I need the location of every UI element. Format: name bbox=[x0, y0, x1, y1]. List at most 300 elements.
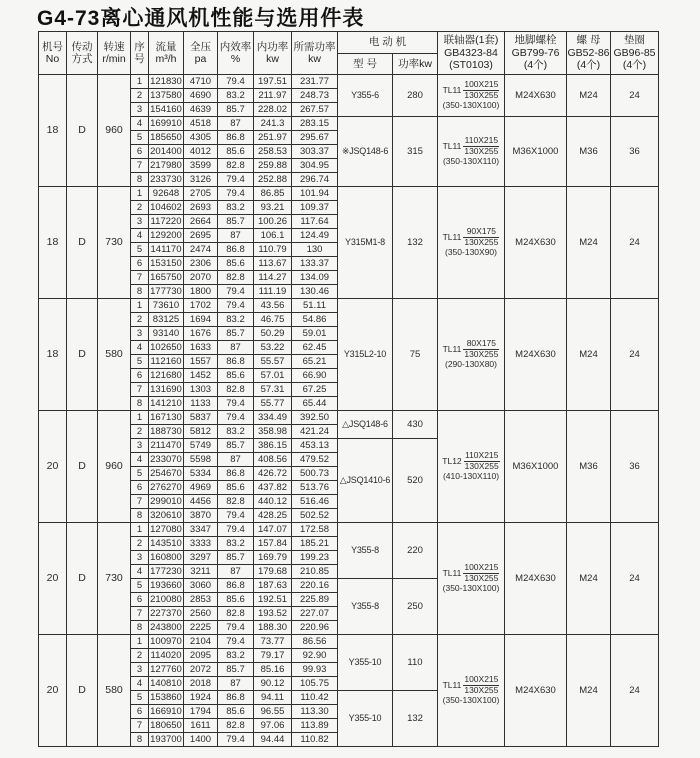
cell-internal-power: 110.79 bbox=[254, 243, 292, 257]
cell-flow: 243800 bbox=[150, 622, 182, 633]
col-header-pressure: 全压 pa bbox=[184, 32, 218, 75]
cell-motor-model: △JSQ1410-6 bbox=[338, 439, 393, 523]
cell-flow: 188730 bbox=[150, 426, 182, 437]
cell-pressure: 2306 bbox=[184, 257, 218, 271]
cell-required-power: 513.76 bbox=[292, 481, 338, 495]
cell-seq: 7 bbox=[131, 719, 149, 733]
cell-flow: 114020 bbox=[150, 650, 182, 661]
table-row bbox=[39, 299, 659, 313]
cell-required-power: 105.75 bbox=[292, 677, 338, 691]
cell-motor-model: Y355-10 bbox=[338, 635, 393, 691]
table-row bbox=[39, 635, 659, 649]
cell-flow: 143510 bbox=[150, 538, 182, 549]
cell-pressure: 2474 bbox=[184, 243, 218, 257]
cell-required-power: 296.74 bbox=[292, 173, 338, 187]
cell-pressure: 5334 bbox=[184, 467, 218, 481]
cell-efficiency: 86.8 bbox=[218, 131, 254, 145]
cell-seq: 1 bbox=[131, 187, 149, 201]
cell-seq: 4 bbox=[131, 565, 149, 579]
cell-internal-power: 188.30 bbox=[254, 621, 292, 635]
cell-pressure: 1452 bbox=[184, 369, 218, 383]
cell-seq: 4 bbox=[131, 229, 149, 243]
cell-required-power: 65.21 bbox=[292, 355, 338, 369]
cell-required-power: 130.46 bbox=[292, 285, 338, 299]
cell-internal-power: 114.27 bbox=[254, 271, 292, 285]
cell-speed: 580 bbox=[98, 299, 131, 411]
cell-internal-power: 57.31 bbox=[254, 383, 292, 397]
cell-speed: 960 bbox=[98, 75, 131, 187]
cell-seq: 4 bbox=[131, 677, 149, 691]
cell-motor-power: 315 bbox=[393, 117, 438, 187]
cell-efficiency: 85.6 bbox=[218, 705, 254, 719]
cell-drive-type: D bbox=[67, 299, 98, 411]
cell-internal-power: 106.1 bbox=[254, 229, 292, 243]
cell-pressure: 1924 bbox=[184, 691, 218, 705]
cell-internal-power: 113.67 bbox=[254, 257, 292, 271]
cell-required-power: 134.09 bbox=[292, 271, 338, 285]
cell-pressure: 4305 bbox=[184, 131, 218, 145]
cell-anchor-bolt: M24X630 bbox=[505, 523, 567, 635]
cell-motor-power: 132 bbox=[393, 691, 438, 747]
cell-flow: 131690 bbox=[150, 384, 182, 395]
table-header bbox=[39, 32, 659, 75]
cell-efficiency: 79.4 bbox=[218, 187, 254, 201]
cell-internal-power: 241.3 bbox=[254, 117, 292, 131]
cell-pressure: 2664 bbox=[184, 215, 218, 229]
cell-seq: 4 bbox=[131, 117, 149, 131]
cell-washer: 24 bbox=[611, 523, 659, 635]
cell-drive-type: D bbox=[67, 75, 98, 187]
cell-internal-power: 437.82 bbox=[254, 481, 292, 495]
cell-coupling: TL11 $\frac{100X215}{130X255}$ (350-130X100) bbox=[438, 75, 505, 117]
cell-efficiency: 79.4 bbox=[218, 523, 254, 537]
cell-nut: M24 bbox=[567, 523, 611, 635]
cell-required-power: 113.30 bbox=[292, 705, 338, 719]
cell-efficiency: 79.4 bbox=[218, 173, 254, 187]
cell-motor-model: Y315L2-10 bbox=[338, 299, 393, 411]
cell-flow: 127760 bbox=[150, 664, 182, 675]
cell-seq: 7 bbox=[131, 607, 149, 621]
cell-anchor-bolt: M24X630 bbox=[505, 299, 567, 411]
cell-seq: 4 bbox=[131, 453, 149, 467]
cell-internal-power: 408.56 bbox=[254, 453, 292, 467]
cell-internal-power: 193.52 bbox=[254, 607, 292, 621]
col-header-internal-power: 内功率 kw bbox=[254, 32, 292, 75]
cell-efficiency: 79.4 bbox=[218, 397, 254, 411]
cell-efficiency: 85.7 bbox=[218, 551, 254, 565]
cell-pressure: 3211 bbox=[184, 565, 218, 579]
cell-pressure: 1633 bbox=[184, 341, 218, 355]
cell-internal-power: 169.79 bbox=[254, 551, 292, 565]
cell-efficiency: 79.4 bbox=[218, 509, 254, 523]
cell-internal-power: 147.07 bbox=[254, 523, 292, 537]
cell-seq: 1 bbox=[131, 75, 149, 89]
cell-pressure: 1133 bbox=[184, 397, 218, 411]
cell-pressure: 2104 bbox=[184, 635, 218, 649]
cell-efficiency: 87 bbox=[218, 453, 254, 467]
cell-pressure: 2853 bbox=[184, 593, 218, 607]
cell-motor-power: 430 bbox=[393, 411, 438, 439]
cell-efficiency: 87 bbox=[218, 117, 254, 131]
cell-efficiency: 79.4 bbox=[218, 733, 254, 747]
cell-internal-power: 251.97 bbox=[254, 131, 292, 145]
cell-seq: 2 bbox=[131, 201, 149, 215]
cell-drive-type: D bbox=[67, 187, 98, 299]
cell-flow: 201400 bbox=[150, 146, 182, 157]
page-title: G4-73离心通风机性能与选用件表 bbox=[37, 7, 365, 30]
cell-required-power: 500.73 bbox=[292, 467, 338, 481]
cell-required-power: 295.67 bbox=[292, 131, 338, 145]
cell-coupling: TL11 $\frac{90X175}{130X255}$ (350-130X90) bbox=[438, 187, 505, 299]
cell-drive-type: D bbox=[67, 411, 98, 523]
cell-flow: 299010 bbox=[150, 496, 182, 507]
cell-coupling: TL11 $\frac{110X215}{130X255}$ (350-130X110) bbox=[438, 117, 505, 187]
cell-pressure: 4969 bbox=[184, 481, 218, 495]
cell-flow: 127080 bbox=[150, 524, 182, 535]
cell-speed: 960 bbox=[98, 411, 131, 523]
cell-flow: 169910 bbox=[150, 118, 182, 129]
cell-required-power: 453.13 bbox=[292, 439, 338, 453]
cell-required-power: 67.25 bbox=[292, 383, 338, 397]
cell-motor-model: △JSQ148-6 bbox=[338, 411, 393, 439]
cell-internal-power: 192.51 bbox=[254, 593, 292, 607]
cell-internal-power: 57.01 bbox=[254, 369, 292, 383]
cell-required-power: 502.52 bbox=[292, 509, 338, 523]
cell-motor-power: 75 bbox=[393, 299, 438, 411]
cell-internal-power: 50.29 bbox=[254, 327, 292, 341]
col-header-washer: 垫圈 GB96-85 (4个) bbox=[611, 32, 659, 75]
cell-seq: 6 bbox=[131, 369, 149, 383]
cell-flow: 160800 bbox=[150, 552, 182, 563]
col-header-machine-no: 机号 No bbox=[39, 32, 67, 75]
cell-coupling: TL11 $\frac{100X215}{130X255}$ (350-130X100) bbox=[438, 523, 505, 635]
cell-seq: 5 bbox=[131, 355, 149, 369]
cell-efficiency: 82.8 bbox=[218, 271, 254, 285]
cell-pressure: 2018 bbox=[184, 677, 218, 691]
cell-pressure: 1676 bbox=[184, 327, 218, 341]
cell-machine-no: 20 bbox=[39, 411, 67, 523]
cell-washer: 24 bbox=[611, 75, 659, 117]
cell-seq: 6 bbox=[131, 705, 149, 719]
cell-required-power: 130 bbox=[292, 243, 338, 257]
cell-required-power: 59.01 bbox=[292, 327, 338, 341]
cell-required-power: 110.82 bbox=[292, 733, 338, 747]
cell-flow: 177730 bbox=[150, 286, 182, 297]
cell-pressure: 4518 bbox=[184, 117, 218, 131]
cell-seq: 2 bbox=[131, 89, 149, 103]
cell-internal-power: 46.75 bbox=[254, 313, 292, 327]
cell-efficiency: 85.6 bbox=[218, 593, 254, 607]
cell-efficiency: 85.7 bbox=[218, 439, 254, 453]
cell-seq: 5 bbox=[131, 467, 149, 481]
cell-required-power: 210.85 bbox=[292, 565, 338, 579]
cell-drive-type: D bbox=[67, 523, 98, 635]
cell-pressure: 4639 bbox=[184, 103, 218, 117]
cell-efficiency: 87 bbox=[218, 677, 254, 691]
cell-motor-power: 250 bbox=[393, 579, 438, 635]
cell-internal-power: 73.77 bbox=[254, 635, 292, 649]
table-row bbox=[39, 523, 659, 537]
cell-seq: 6 bbox=[131, 481, 149, 495]
cell-efficiency: 86.8 bbox=[218, 467, 254, 481]
col-header-motor: 电 动 机 bbox=[338, 32, 438, 54]
cell-internal-power: 259.88 bbox=[254, 159, 292, 173]
cell-efficiency: 83.2 bbox=[218, 649, 254, 663]
cell-internal-power: 228.02 bbox=[254, 103, 292, 117]
cell-pressure: 5837 bbox=[184, 411, 218, 425]
cell-motor-power: 110 bbox=[393, 635, 438, 691]
col-header-motor-model: 型 号 bbox=[338, 54, 393, 75]
cell-internal-power: 94.44 bbox=[254, 733, 292, 747]
col-header-drive: 传动 方式 bbox=[67, 32, 98, 75]
cell-motor-model: Y355-10 bbox=[338, 691, 393, 747]
cell-required-power: 220.96 bbox=[292, 621, 338, 635]
cell-seq: 3 bbox=[131, 327, 149, 341]
cell-seq: 6 bbox=[131, 145, 149, 159]
cell-flow: 93140 bbox=[149, 327, 184, 341]
cell-machine-no: 18 bbox=[39, 299, 67, 411]
cell-flow: 100970 bbox=[150, 636, 182, 647]
cell-anchor-bolt: M36X1000 bbox=[505, 117, 567, 187]
cell-efficiency: 83.2 bbox=[218, 425, 254, 439]
cell-flow: 153860 bbox=[150, 692, 182, 703]
cell-seq: 3 bbox=[131, 663, 149, 677]
cell-internal-power: 179.68 bbox=[254, 565, 292, 579]
cell-seq: 4 bbox=[131, 341, 149, 355]
cell-efficiency: 82.8 bbox=[218, 495, 254, 509]
cell-pressure: 2225 bbox=[184, 621, 218, 635]
cell-washer: 24 bbox=[611, 187, 659, 299]
cell-required-power: 101.94 bbox=[292, 187, 338, 201]
cell-internal-power: 428.25 bbox=[254, 509, 292, 523]
cell-required-power: 66.90 bbox=[292, 369, 338, 383]
col-header-efficiency: 内效率 % bbox=[218, 32, 254, 75]
cell-required-power: 133.37 bbox=[292, 257, 338, 271]
cell-internal-power: 79.17 bbox=[254, 649, 292, 663]
cell-anchor-bolt: M24X630 bbox=[505, 187, 567, 299]
cell-efficiency: 83.2 bbox=[218, 537, 254, 551]
cell-efficiency: 86.8 bbox=[218, 691, 254, 705]
cell-washer: 36 bbox=[611, 117, 659, 187]
cell-efficiency: 85.7 bbox=[218, 327, 254, 341]
cell-internal-power: 334.49 bbox=[254, 411, 292, 425]
cell-machine-no: 20 bbox=[39, 635, 67, 747]
cell-internal-power: 55.77 bbox=[254, 397, 292, 411]
cell-speed: 730 bbox=[98, 523, 131, 635]
cell-internal-power: 358.98 bbox=[254, 425, 292, 439]
cell-seq: 5 bbox=[131, 243, 149, 257]
cell-efficiency: 82.8 bbox=[218, 607, 254, 621]
cell-pressure: 4456 bbox=[184, 495, 218, 509]
cell-flow: 233730 bbox=[150, 174, 182, 185]
cell-efficiency: 79.4 bbox=[218, 621, 254, 635]
cell-seq: 3 bbox=[131, 551, 149, 565]
cell-pressure: 2693 bbox=[184, 201, 218, 215]
cell-seq: 1 bbox=[131, 635, 149, 649]
cell-seq: 5 bbox=[131, 579, 149, 593]
cell-flow: 121680 bbox=[150, 370, 182, 381]
cell-flow: 121830 bbox=[150, 76, 182, 87]
cell-required-power: 92.90 bbox=[292, 649, 338, 663]
cell-anchor-bolt: M24X630 bbox=[505, 75, 567, 117]
cell-internal-power: 111.19 bbox=[254, 285, 292, 299]
cell-required-power: 392.50 bbox=[292, 411, 338, 425]
cell-flow: 141170 bbox=[150, 244, 182, 255]
cell-efficiency: 83.2 bbox=[218, 201, 254, 215]
table-row bbox=[39, 117, 659, 131]
cell-required-power: 172.58 bbox=[292, 523, 338, 537]
cell-flow: 140810 bbox=[150, 678, 182, 689]
col-header-flow: 流量 m³/h bbox=[149, 32, 184, 75]
cell-efficiency: 86.8 bbox=[218, 243, 254, 257]
cell-internal-power: 197.51 bbox=[254, 75, 292, 89]
cell-seq: 2 bbox=[131, 537, 149, 551]
cell-coupling: TL11 $\frac{80X175}{130X255}$ (290-130X80) bbox=[438, 299, 505, 411]
cell-required-power: 304.95 bbox=[292, 159, 338, 173]
cell-seq: 6 bbox=[131, 257, 149, 271]
cell-flow: 104602 bbox=[150, 202, 182, 213]
cell-flow: 180650 bbox=[150, 720, 182, 731]
cell-efficiency: 82.8 bbox=[218, 159, 254, 173]
cell-pressure: 3126 bbox=[184, 173, 218, 187]
cell-seq: 3 bbox=[131, 439, 149, 453]
cell-internal-power: 93.21 bbox=[254, 201, 292, 215]
cell-internal-power: 440.12 bbox=[254, 495, 292, 509]
cell-seq: 7 bbox=[131, 383, 149, 397]
cell-pressure: 2070 bbox=[184, 271, 218, 285]
cell-internal-power: 386.15 bbox=[254, 439, 292, 453]
cell-efficiency: 87 bbox=[218, 341, 254, 355]
cell-pressure: 1303 bbox=[184, 383, 218, 397]
cell-required-power: 54.86 bbox=[292, 313, 338, 327]
cell-seq: 8 bbox=[131, 621, 149, 635]
cell-pressure: 1800 bbox=[184, 285, 218, 299]
cell-washer: 24 bbox=[611, 635, 659, 747]
cell-seq: 5 bbox=[131, 691, 149, 705]
cell-motor-model: Y355-8 bbox=[338, 523, 393, 579]
fan-performance-table bbox=[38, 31, 659, 747]
cell-internal-power: 252.88 bbox=[254, 173, 292, 187]
cell-internal-power: 157.84 bbox=[254, 537, 292, 551]
cell-motor-model: Y315M1-8 bbox=[338, 187, 393, 299]
cell-internal-power: 97.06 bbox=[254, 719, 292, 733]
cell-flow: 217980 bbox=[150, 160, 182, 171]
cell-required-power: 86.56 bbox=[292, 635, 338, 649]
table-row bbox=[39, 411, 659, 425]
cell-efficiency: 86.8 bbox=[218, 355, 254, 369]
cell-pressure: 3347 bbox=[184, 523, 218, 537]
cell-efficiency: 85.6 bbox=[218, 145, 254, 159]
cell-internal-power: 96.55 bbox=[254, 705, 292, 719]
cell-pressure: 1694 bbox=[184, 313, 218, 327]
cell-seq: 7 bbox=[131, 159, 149, 173]
cell-pressure: 1400 bbox=[184, 733, 218, 747]
cell-flow: 129200 bbox=[150, 230, 182, 241]
cell-required-power: 231.77 bbox=[292, 75, 338, 89]
col-header-speed: 转速 r/min bbox=[98, 32, 131, 75]
cell-seq: 3 bbox=[131, 215, 149, 229]
cell-efficiency: 85.7 bbox=[218, 215, 254, 229]
cell-pressure: 1611 bbox=[184, 719, 218, 733]
cell-pressure: 2095 bbox=[184, 649, 218, 663]
col-header-required-power: 所需功率 kw bbox=[292, 32, 338, 75]
cell-seq: 8 bbox=[131, 285, 149, 299]
cell-flow: 137580 bbox=[150, 90, 182, 101]
cell-flow: 276270 bbox=[150, 482, 182, 493]
cell-machine-no: 18 bbox=[39, 187, 67, 299]
cell-nut: M24 bbox=[567, 635, 611, 747]
cell-pressure: 5812 bbox=[184, 425, 218, 439]
cell-pressure: 1794 bbox=[184, 705, 218, 719]
cell-flow: 117220 bbox=[150, 216, 182, 227]
cell-pressure: 2695 bbox=[184, 229, 218, 243]
cell-required-power: 479.52 bbox=[292, 453, 338, 467]
cell-seq: 1 bbox=[131, 411, 149, 425]
cell-pressure: 4012 bbox=[184, 145, 218, 159]
cell-seq: 2 bbox=[131, 313, 149, 327]
cell-efficiency: 85.6 bbox=[218, 257, 254, 271]
cell-flow: 211470 bbox=[150, 440, 182, 451]
cell-internal-power: 187.63 bbox=[254, 579, 292, 593]
cell-coupling: TL11 $\frac{100X215}{130X255}$ (350-130X100) bbox=[438, 635, 505, 747]
col-header-anchor-bolt: 地脚螺栓 GB799-76 (4个) bbox=[505, 32, 567, 75]
col-header-coupling: 联轴器(1套) GB4323-84 (ST0103) bbox=[438, 32, 505, 75]
cell-flow: 210080 bbox=[150, 594, 182, 605]
cell-anchor-bolt: M24X630 bbox=[505, 635, 567, 747]
table-row bbox=[39, 75, 659, 89]
cell-flow: 166910 bbox=[150, 706, 182, 717]
cell-internal-power: 86.85 bbox=[254, 187, 292, 201]
cell-required-power: 65.44 bbox=[292, 397, 338, 411]
cell-machine-no: 18 bbox=[39, 75, 67, 187]
cell-flow: 141210 bbox=[150, 398, 182, 409]
cell-pressure: 1702 bbox=[184, 299, 218, 313]
cell-motor-power: 220 bbox=[393, 523, 438, 579]
cell-seq: 8 bbox=[131, 397, 149, 411]
cell-pressure: 3599 bbox=[184, 159, 218, 173]
col-header-motor-power: 功率kw bbox=[393, 54, 438, 75]
cell-required-power: 51.11 bbox=[292, 299, 338, 313]
cell-flow: 254670 bbox=[150, 468, 182, 479]
cell-drive-type: D bbox=[67, 635, 98, 747]
cell-required-power: 62.45 bbox=[292, 341, 338, 355]
cell-required-power: 113.89 bbox=[292, 719, 338, 733]
col-header-seq: 序 号 bbox=[131, 32, 149, 75]
cell-machine-no: 20 bbox=[39, 523, 67, 635]
cell-flow: 73610 bbox=[149, 299, 184, 313]
cell-required-power: 124.49 bbox=[292, 229, 338, 243]
cell-required-power: 110.42 bbox=[292, 691, 338, 705]
cell-required-power: 267.57 bbox=[292, 103, 338, 117]
cell-pressure: 1557 bbox=[184, 355, 218, 369]
cell-efficiency: 85.6 bbox=[218, 369, 254, 383]
cell-seq: 8 bbox=[131, 733, 149, 747]
cell-required-power: 109.37 bbox=[292, 201, 338, 215]
cell-seq: 8 bbox=[131, 509, 149, 523]
cell-required-power: 248.73 bbox=[292, 89, 338, 103]
table-body bbox=[39, 75, 659, 747]
cell-pressure: 2072 bbox=[184, 663, 218, 677]
cell-efficiency: 86.8 bbox=[218, 579, 254, 593]
cell-internal-power: 100.26 bbox=[254, 215, 292, 229]
table-row bbox=[39, 187, 659, 201]
cell-efficiency: 83.2 bbox=[218, 313, 254, 327]
cell-flow: 227370 bbox=[150, 608, 182, 619]
cell-efficiency: 79.4 bbox=[218, 635, 254, 649]
cell-flow: 102650 bbox=[150, 342, 182, 353]
cell-seq: 1 bbox=[131, 299, 149, 313]
cell-required-power: 516.46 bbox=[292, 495, 338, 509]
